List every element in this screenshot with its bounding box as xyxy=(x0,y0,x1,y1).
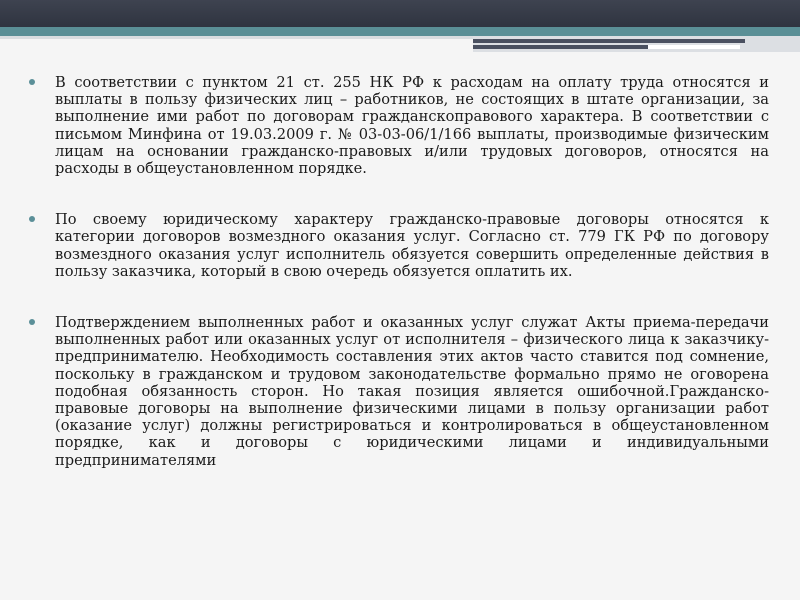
header-accent-bar xyxy=(648,45,740,49)
header-accent-bar xyxy=(473,39,745,43)
paragraph-text: По своему юридическому характеру гражданско-правовые договоры относятся к категории договоров возмездного оказания услуг. Согласно ст. 779 ГК РФ по договору возмездного оказания услуг исполнитель обязуется совершить определенные действия в пользу заказчика, который в свою очередь обязуется оплатить их. xyxy=(55,211,769,280)
header-stripe xyxy=(0,27,800,36)
header-band xyxy=(0,0,800,27)
bullet-icon xyxy=(29,319,35,325)
header-accent-bar xyxy=(473,45,648,49)
slide-content xyxy=(55,74,769,503)
bullet-paragraph xyxy=(55,314,769,469)
paragraph-text: В соответствии с пунктом 21 ст. 255 НК РФ к расходам на оплату труда относятся и выплаты в пользу физических лиц – работников, не состоящих в штате организации, за выполнение ими работ по договорам гражданскоправового характера. В соответствии с письмом Минфина от 19.03.2009 г. № 03-03-06/1/166 выплаты, производимые физическим лицам на основании гражданско-правовых и/или трудовых договоров, относятся на расходы в общеустановленном порядке. xyxy=(55,74,769,178)
bullet-paragraph xyxy=(55,211,769,280)
bullet-paragraph xyxy=(55,74,769,177)
bullet-icon xyxy=(29,79,35,85)
bullet-icon xyxy=(29,216,35,222)
paragraph-text: Подтверждением выполненных работ и оказанных услуг служат Акты приема-передачи выполненных работ или оказанных услуг от исполнителя – физического лица к заказчику-предпринимателю. Необходимость составления этих актов часто ставится под сомнение, поскольку в гражданском и трудовом законодательстве формально прямо не оговорена подобная обязанность сторон. Но такая позиция является ошибочной.Гражданско-правовые договоры на выполнение физическими лицами в пользу организации работ (оказание услуг) должны регистрироваться и контролироваться в общеустановленном порядке, как и договоры с юридическими лицами и индивидуальными предпринимателями xyxy=(55,314,769,469)
